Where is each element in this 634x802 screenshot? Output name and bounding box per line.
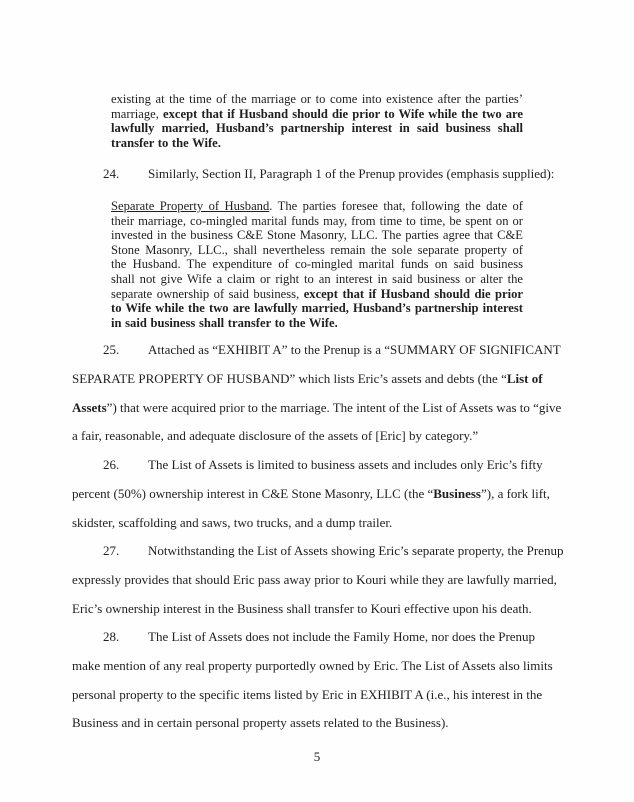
page-number: 5 [313, 749, 321, 764]
quote-heading-underlined: Separate Property of Husband [111, 198, 270, 213]
paragraph-number: 26. [103, 457, 120, 473]
paragraph-text: Attached as “EXHIBIT A” to the Prenup is a “SUMMARY OF SIGNIFICANT SEPARATE PROPERTY OF HUSBAND” which lists Eric’s assets and debts (the “ [72, 342, 561, 387]
quote-text: existing at the time of the marriage or to come into existence after the parties’ marriage, [111, 92, 523, 121]
paragraph-25 [72, 336, 566, 451]
paragraph-number: 27. [103, 543, 120, 559]
defined-term-business: Business [433, 485, 481, 501]
paragraph-number: 28. [103, 629, 120, 645]
paragraph-text: The List of Assets is limited to business assets and includes only Eric’s fifty percent (50%) ownership interest in C&E Stone Masonry, LLC (the “ [72, 457, 543, 501]
quote-text: . The parties foresee that, following the date of their marriage, co-mingled marital funds may, from time to time, be spent on or invested in the business C&E Stone Masonry, LLC. The parties agree that C&E Stone Masonry, LLC., shall nevertheless remain the sole separate property of the Husband. The expenditure of co-mingled marital funds on said business shall not give Wife a claim or right to an interest in said business or alter the separate ownership of said business, [111, 198, 523, 301]
quote-text-bold: except that if Husband should die prior to Wife while the two are lawfully married, Husband’s partnership interest in said business shall transfer to the Wife. [111, 286, 523, 330]
paragraph-text: ”), a fork lift, skidster, scaffolding and saws, two trucks, and a dump trailer. [72, 485, 550, 530]
defined-term-list-of-assets: List of Assets [72, 371, 543, 415]
document-body [72, 92, 566, 738]
paragraph-26 [72, 451, 566, 537]
paragraph-text: Notwithstanding the List of Assets showing Eric’s separate property, the Prenup expressly provides that should Eric pass away prior to Kouri while they are lawfully married, Eric’s ownership interest in the Business shall transfer to Kouri effective upon his death. [72, 543, 564, 616]
quote-text-bold: except that if Husband should die prior to Wife while the two are lawfully married, Husband’s partnership interest in said business shall transfer to the Wife. [111, 106, 523, 150]
quoted-provision-section-2 [111, 199, 523, 330]
paragraph-text: The List of Assets does not include the Family Home, nor does the Prenup make mention of any real property purportedly owned by Eric. The List of Assets also limits personal property to the specific items listed by Eric in EXHIBIT A (i.e., his interest in the Business and in certain personal property assets related to the Business). [72, 629, 553, 731]
quoted-provision-section-1 [111, 92, 523, 150]
paragraph-text: Similarly, Section II, Paragraph 1 of the Prenup provides (emphasis supplied): [148, 166, 555, 182]
paragraph-number: 25. [103, 342, 120, 358]
paragraph-text: ”) that were acquired prior to the marriage. The intent of the List of Assets was to “give a fair, reasonable, and adequate disclosure of the assets of [Eric] by category.” [72, 399, 562, 444]
paragraph-27 [72, 537, 566, 623]
paragraph-number: 24. [103, 166, 120, 182]
paragraph-28 [72, 623, 566, 738]
paragraph-24 [72, 167, 566, 182]
